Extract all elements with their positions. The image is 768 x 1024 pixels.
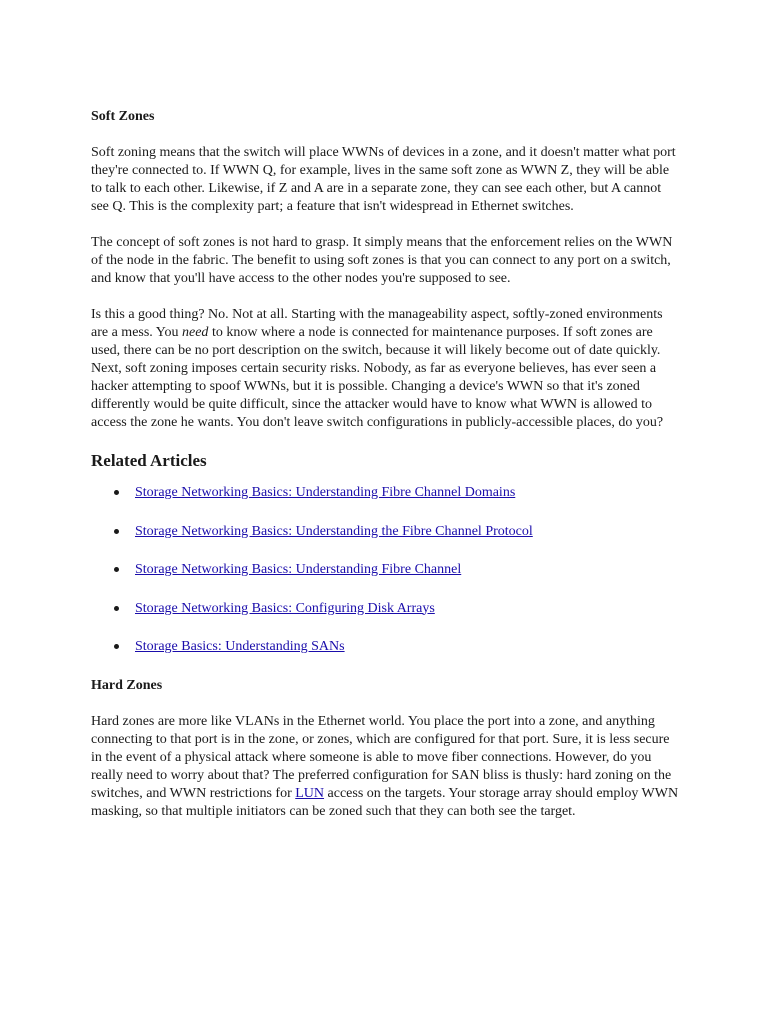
- related-articles-list: [91, 484, 681, 656]
- related-link-sans[interactable]: Storage Basics: Understanding SANs: [135, 639, 345, 654]
- soft-zones-heading: Soft Zones: [91, 109, 155, 124]
- hard-zones-paragraph: [91, 713, 681, 821]
- paragraph-text: Hard zones are more like VLANs in the Ethernet world. You place the port into a zone, and anything connecting to that port is in the zone, or zones, which are configured for that port. Sure, it is less secure in the event of a physical attack where someone is able to move fiber connections. However, do you really need to worry about that? The preferred configuration for SAN bliss is thusly: hard zoning on the switches, and WWN restrictions for: [91, 713, 672, 801]
- related-link-fc-protocol[interactable]: Storage Networking Basics: Understanding the Fibre Channel Protocol: [135, 523, 533, 539]
- list-item: [91, 600, 681, 618]
- paragraph-text: to know where a node is connected for maintenance purposes. If soft zones are used, there can be no port description on the switch, because it will likely become out of date quickly. Next, soft zoning imposes certain security risks. Nobody, as far as everyone believes, has ever seen a hacker attempting to spoof WWNs, but it is possible. Changing a device's WWN so that it's zoned differently would be quite difficult, since the attacker would have to know what WWN is allowed to access the zone he wants. You don't leave switch configurations in publicly-accessible places, do you?: [91, 325, 664, 430]
- paragraph-text: Is this a good thing? No. Not at all. Starting with the manageability aspect, softly-zoned environments are a mess. You: [91, 307, 663, 340]
- bullet-icon: [114, 644, 119, 649]
- list-item: [91, 523, 681, 541]
- emphasis-need: need: [182, 325, 209, 340]
- lun-link[interactable]: LUN: [295, 785, 325, 801]
- bullet-icon: [114, 567, 119, 572]
- bullet-icon: [114, 490, 119, 495]
- article-page: [91, 108, 681, 839]
- related-articles-heading: Related Articles: [91, 451, 207, 470]
- list-item: [91, 638, 681, 656]
- list-item: [91, 484, 681, 502]
- soft-zones-paragraph-1: Soft zoning means that the switch will place WWNs of devices in a zone, and it doesn't matter what port they're connected to. If WWN Q, for example, lives in the same soft zone as WWN Z, they will be able to talk to each other. Likewise, if Z and A are in a separate zone, they can see each other, but A cannot see Q. This is the complexity part; a feature that isn't widespread in Ethernet switches.: [91, 145, 676, 214]
- soft-zones-paragraph-3: [91, 306, 681, 432]
- bullet-icon: [114, 529, 119, 534]
- hard-zones-heading: Hard Zones: [91, 677, 163, 693]
- related-link-fibre-channel[interactable]: Storage Networking Basics: Understanding Fibre Channel: [135, 562, 462, 577]
- list-item: [91, 561, 681, 579]
- related-link-disk-arrays[interactable]: Storage Networking Basics: Configuring Disk Arrays: [135, 600, 435, 616]
- paragraph-text: access on the targets. Your storage array should employ WWN masking, so that multiple initiators can be zoned such that they can both see the target.: [91, 785, 679, 819]
- soft-zones-paragraph-2: The concept of soft zones is not hard to grasp. It simply means that the enforcement relies on the WWN of the node in the fabric. The benefit to using soft zones is that you can connect to any port on a switch, and know that you'll have access to the other nodes you're supposed to see.: [91, 235, 673, 286]
- related-link-fc-domains[interactable]: Storage Networking Basics: Understanding Fibre Channel Domains: [135, 485, 516, 500]
- bullet-icon: [114, 606, 119, 611]
